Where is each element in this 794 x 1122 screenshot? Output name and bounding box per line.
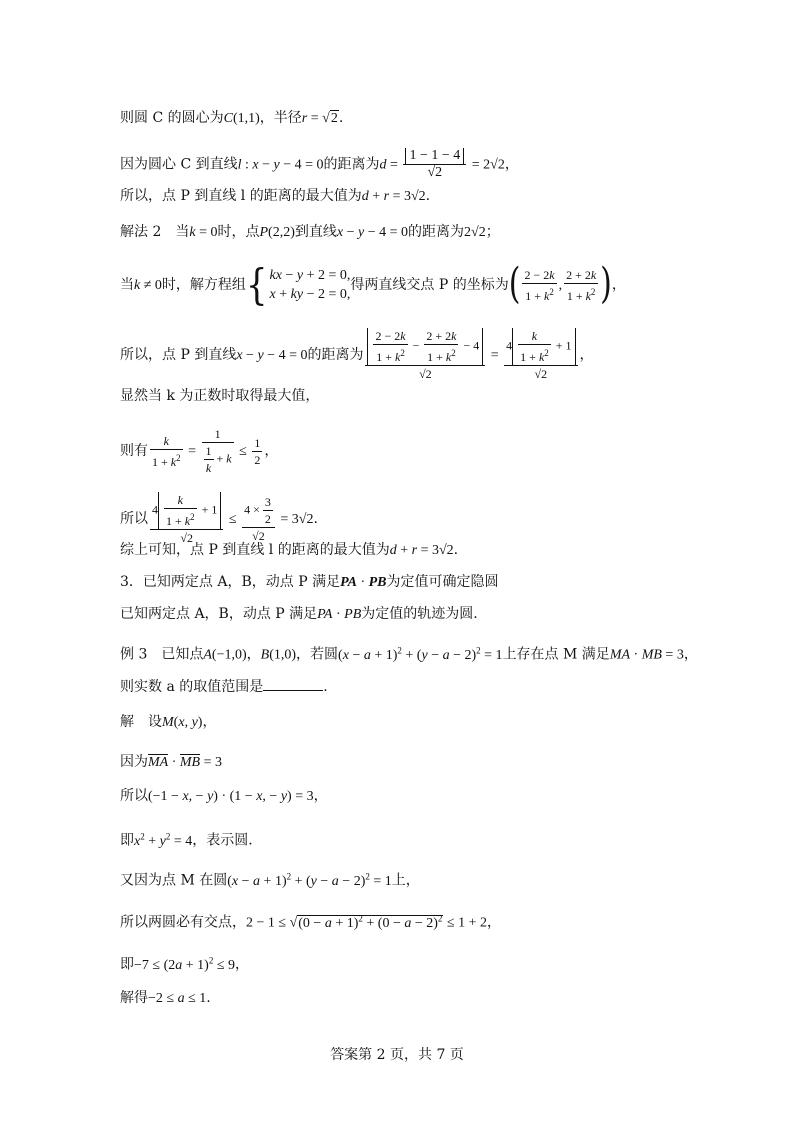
line-5: 当k ≠ 0时，解方程组{ kx − y + 2 = 0, x + ky − 2 = 0,得两直线交点 P 的坐标为( $\frac{2 - 2k}{1 + k^2}$ , $\frac{2 + 2k}{1 + k^2}$ )， <box>120 259 626 310</box>
answer-blank <box>263 676 323 691</box>
line-22: 解得−2 ≤ a ≤ 1. <box>120 990 211 1006</box>
line-21: 即$-7 \le (2a + 1)^2 \le 9$， <box>120 955 249 973</box>
line-10: 综上可知，点 P 到直线 l 的距离的最大值为d + r = 3√2. <box>120 542 459 558</box>
line-14: 则实数 a 的取值范围是 . <box>120 676 328 697</box>
line-17: 所以(−1 − x, − y) · (1 − x, − y) = 3， <box>120 788 328 804</box>
line-7: 显然当 k 为正数时取得最大值， <box>120 388 320 404</box>
line-2: 因为圆心 C 到直线l : x − y − 4 = 0的距离为d = $\frac{1 - 1 - 4}{√2}$ = 2√2， <box>120 148 519 181</box>
line-16: 因为MA · MB = 3 <box>120 754 223 770</box>
line-4: 解法 2 当k = 0时，点P(2,2)到直线x − y − 4 = 0的距离为2√2； <box>120 224 500 240</box>
line-8: 则有 $\frac{k}{1 + k^2}$ = 1 $\frac{1}{k}$ + k ≤ $\frac{1}{2}$ ， <box>120 427 279 475</box>
line-12: 已知两定点 A，B，动点 P 满足PA · PB为定值的轨迹为圆. <box>120 606 478 622</box>
line-20: 所以两圆必有交点，$2 - 1 \le √(0 - a + 1)^2 + (0 - a - 2)^2 \le 1 + 2$， <box>120 913 501 931</box>
line-6: 所以，点 P 到直线x − y − 4 = 0的距离为 $\frac{2 - 2k}{1 + k^2}$ − $\frac{2 + 2k}{1 + k^2}$ − 4 √2 = 4 $\frac{k}{1 + k^2}$ + 1 √2 ， <box>120 329 594 381</box>
line-15: 解 设M(x, y)， <box>120 714 217 730</box>
line-18: 即$x^2 + y^2 = 4$，表示圆. <box>120 831 253 849</box>
line-9: 所以 4 $\frac{k}{1 + k^2}$ + 1 √2 ≤ 4 × $\frac{3}{2}$ √2 = 3√2. <box>120 493 318 545</box>
page-footer: 答案第 2 页，共 7 页 <box>330 1047 464 1063</box>
line-3: 所以，点 P 到直线 l 的距离的最大值为d + r = 3√2. <box>120 188 431 204</box>
line-11: 3．已知两定点 A，B，动点 P 满足PA · PB为定值可确定隐圆 <box>120 574 499 590</box>
line-1: 则圆 C 的圆心为C(1,1)，半径r = √2. <box>120 110 344 126</box>
line-13: 例 3 已知点A(−1,0)，B(1,0)，若圆$(x - a + 1)^2 + (y - a - 2)^2 = 1$上存在点 M 满足MA · MB = 3， <box>120 645 698 663</box>
line-19: 又因为点 M 在圆$(x - a + 1)^2 + (y - a - 2)^2 = 1$上， <box>120 871 420 889</box>
